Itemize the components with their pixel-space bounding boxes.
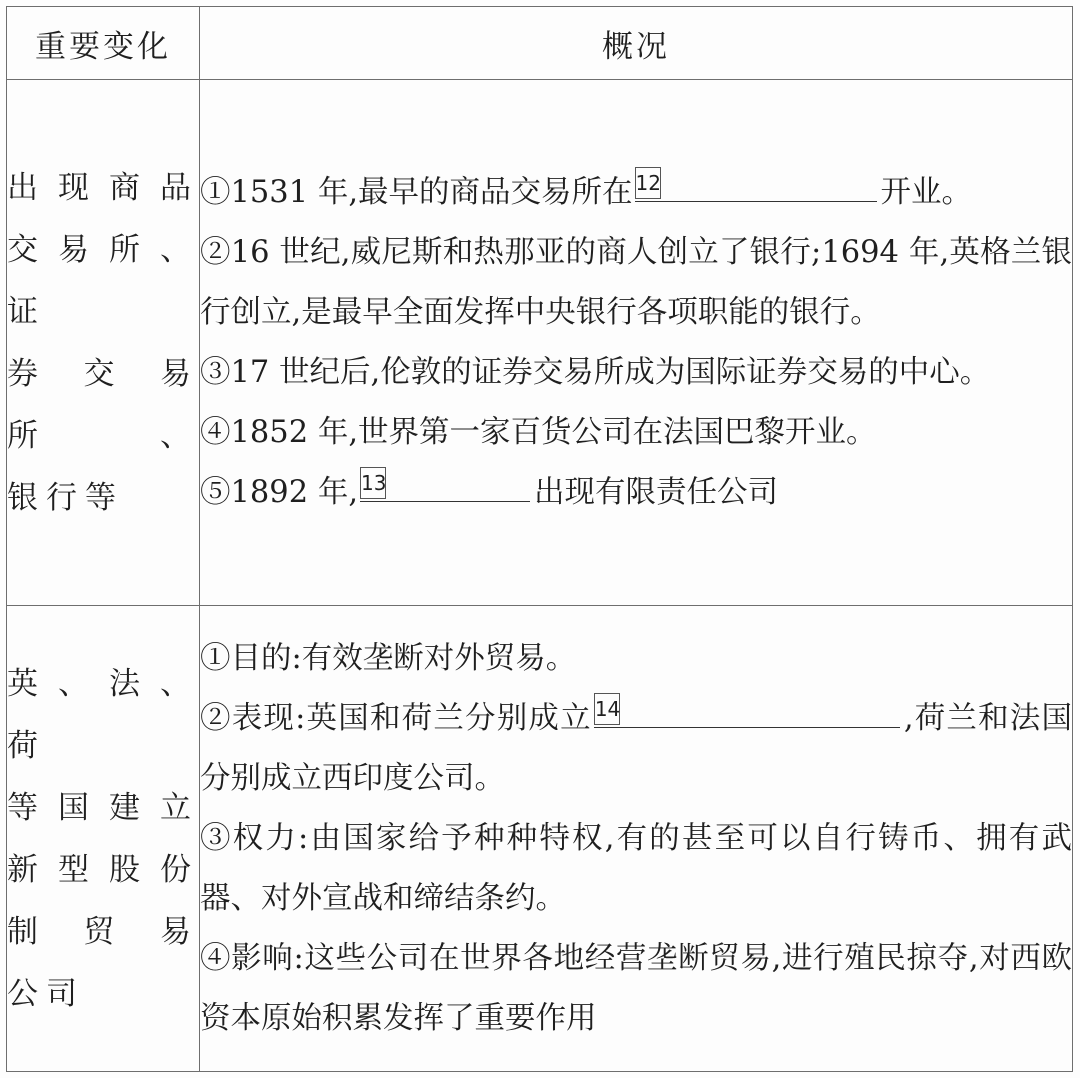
table-header-row bbox=[7, 7, 1073, 80]
change-line: 出现商品 bbox=[7, 169, 199, 206]
change-line: 英、法、荷 bbox=[7, 665, 199, 764]
overview-cell-trading-companies bbox=[200, 606, 1073, 1072]
change-cell-trading-companies bbox=[7, 606, 200, 1072]
changes-table bbox=[6, 6, 1073, 1072]
fill-blank-12[interactable] bbox=[635, 163, 877, 202]
blank-number-badge: 12 bbox=[635, 167, 661, 199]
fill-blank-14[interactable] bbox=[594, 689, 900, 728]
item-text: ①1531 年,最早的商品交易所在 bbox=[200, 174, 633, 210]
change-line: 制 贸 易 bbox=[7, 913, 199, 950]
header-overview: 概况 bbox=[200, 7, 1073, 80]
change-line: 银行等 bbox=[7, 479, 124, 516]
change-line: 公司 bbox=[7, 975, 85, 1012]
blank-number-badge: 13 bbox=[360, 467, 386, 499]
change-line: 新型股份 bbox=[7, 851, 199, 888]
header-important-changes: 重要变化 bbox=[7, 7, 200, 80]
overview-cell-exchanges-banks bbox=[200, 80, 1073, 606]
overview-item-4: ④影响:这些公司在世界各地经营垄断贸易,进行殖民掠夺,对西欧资本原始积累发挥了重要作用 bbox=[200, 940, 1072, 1036]
overview-item-1 bbox=[200, 163, 1072, 223]
overview-item-2 bbox=[200, 689, 1072, 809]
overview-item-1: ①目的:有效垄断对外贸易。 bbox=[200, 640, 577, 676]
item-text: ,荷兰和法国分别成立西印度公司。 bbox=[200, 700, 1072, 796]
overview-item-4: ④1852 年,世界第一家百货公司在法国巴黎开业。 bbox=[200, 414, 877, 450]
item-text: 出现有限责任公司 bbox=[534, 474, 779, 510]
item-text: 开业。 bbox=[880, 174, 973, 210]
change-cell-exchanges-banks bbox=[7, 80, 200, 606]
blank-number-badge: 14 bbox=[594, 693, 620, 725]
item-text: ②表现:英国和荷兰分别成立 bbox=[200, 700, 592, 736]
overview-item-3: ③权力:由国家给予种种特权,有的甚至可以自行铸币、拥有武器、对外宣战和缔结条约。 bbox=[200, 820, 1072, 916]
change-line: 等国建立 bbox=[7, 789, 199, 826]
change-line: 券交易所、 bbox=[7, 355, 199, 454]
fill-blank-13[interactable] bbox=[360, 463, 530, 502]
item-text: ⑤1892 年, bbox=[200, 474, 359, 510]
change-line: 交易所、证 bbox=[7, 231, 199, 330]
table-row bbox=[7, 606, 1073, 1072]
overview-item-3: ③17 世纪后,伦敦的证券交易所成为国际证券交易的中心。 bbox=[200, 354, 991, 390]
table-row bbox=[7, 80, 1073, 606]
overview-item-5 bbox=[200, 463, 1072, 523]
overview-item-2: ②16 世纪,威尼斯和热那亚的商人创立了银行;1694 年,英格兰银行创立,是最早全面发挥中央银行各项职能的银行。 bbox=[200, 234, 1072, 330]
